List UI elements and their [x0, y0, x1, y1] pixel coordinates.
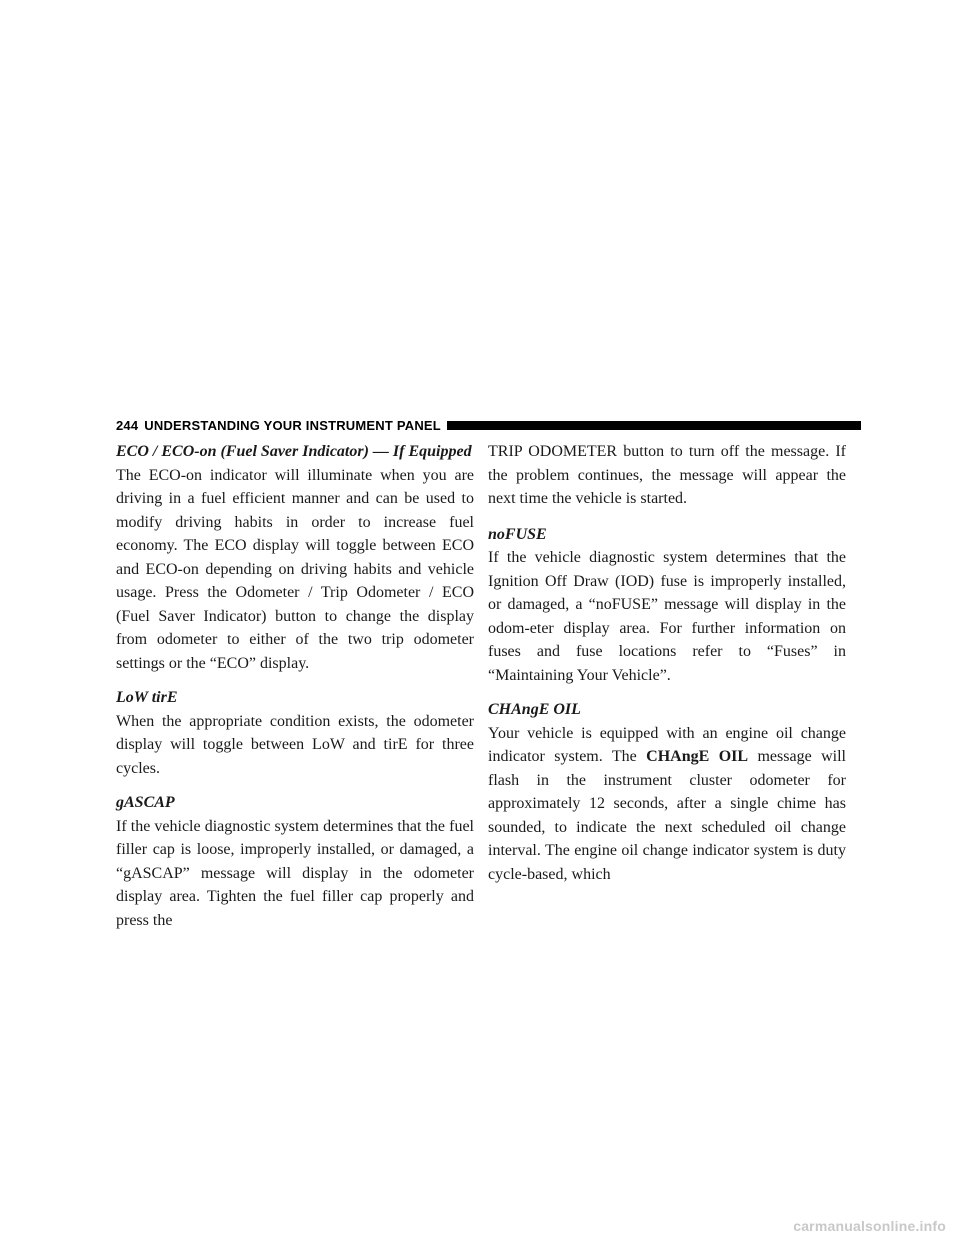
page-header [116, 418, 861, 432]
section-gascap [116, 791, 474, 932]
paragraph-low-tire: When the appropriate condition exists, the odometer display will toggle between LoW and tirE for three cycles. [116, 712, 474, 777]
paragraph-nofuse: If the vehicle diagnostic system determines that the Ignition Off Draw (IOD) fuse is improperly installed, or damaged, a “noFUSE” message will display in the odom-eter display area. For further information on fuses and fuse locations refer to “Fuses” in “Maintaining Your Vehicle”. [488, 549, 846, 684]
change-oil-emphasis: CHAngE OIL [646, 748, 749, 765]
header-rule-bar [447, 421, 861, 430]
section-change-oil [488, 698, 846, 886]
section-low-tire [116, 686, 474, 780]
paragraph-change-oil [488, 722, 846, 887]
section-title: UNDERSTANDING YOUR INSTRUMENT PANEL [144, 417, 441, 433]
section-eco [116, 440, 474, 675]
change-oil-text-after: message will flash in the instrument cluster odometer for approximately 12 seconds, after a single chime has sounded, to indicate the next scheduled oil change interval. The engine oil change indicator system is duty cycle-based, which [488, 748, 846, 883]
page-number: 244 [116, 417, 139, 433]
right-column [488, 440, 846, 897]
section-nofuse [488, 523, 846, 688]
heading-low-tire: LoW tirE [116, 689, 178, 706]
section-gascap-continued [488, 440, 846, 511]
heading-gascap: gASCAP [116, 794, 175, 811]
paragraph-gascap: If the vehicle diagnostic system determines that the fuel filler cap is loose, improperly installed, or damaged, a “gASCAP” message will display in the odometer display area. Tighten the fuel filler cap properly and press the [116, 817, 474, 929]
change-oil-text-before: Your vehicle is equipped with an engine oil change indicator system. The [488, 724, 846, 765]
paragraph-eco: The ECO-on indicator will illuminate when you are driving in a fuel efficient manner and can be used to modify driving habits in order to increase fuel economy. The ECO display will toggle between ECO and ECO-on depending on driving habits and vehicle usage. Press the Odometer / Trip Odometer / ECO (Fuel Saver Indicator) button to change the display from odometer to either of the two trip odometer settings or the “ECO” display. [116, 466, 474, 672]
left-column [116, 440, 474, 943]
paragraph-gascap-continued: TRIP ODOMETER button to turn off the message. If the problem continues, the message will appear the next time the vehicle is started. [488, 443, 846, 507]
watermark-text: carmanualsonline.info [793, 1218, 946, 1234]
heading-nofuse: noFUSE [488, 525, 547, 543]
heading-eco: ECO / ECO-on (Fuel Saver Indicator) — If Equipped [116, 443, 472, 460]
heading-change-oil: CHAngE OIL [488, 701, 581, 718]
